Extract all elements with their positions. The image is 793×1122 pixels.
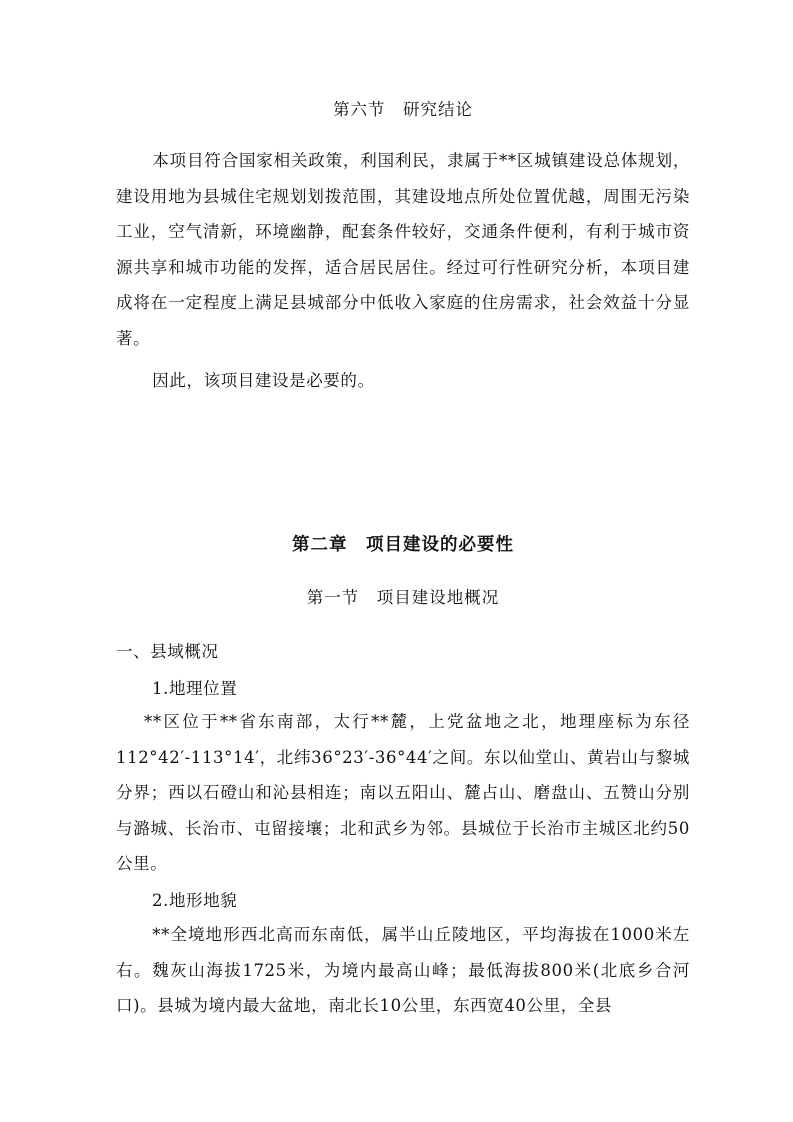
paragraph-necessity: 因此，该项目建设是必要的。 (152, 371, 375, 390)
paragraph-terrain: **全境地形西北高而东南低，属半山丘陵地区，平均海拔在1000米左右。魏灰山海拔1725米，为境内最高山峰；最低海拔800米(北底乡合河口)。县城为境内最大盆地，南北长10公里，东西宽40公里，全县 (116, 925, 690, 1015)
subheading-terrain: 2.地形地貌 (152, 891, 238, 910)
section-title-research-conclusion: 第六节 研究结论 (333, 100, 473, 119)
section-title-site-overview: 第一节 项目建设地概况 (306, 588, 500, 607)
chapter-title: 第二章 项目建设的必要性 (292, 535, 514, 555)
subheading-location: 1.地理位置 (152, 679, 238, 698)
heading-county-overview: 一、县域概况 (116, 642, 219, 661)
paragraph-geography: **区位于**省东南部，太行**麓，上党盆地之北，地理座标为东径112°42′-113°14′，北纬36°23′-36°44′之间。东以仙堂山、黄岩山与黎城分界；西以石磴山和沁县相连；南以五阳山、麓占山、磨盘山、五赞山分别与潞城、长治市、屯留接壤；北和武乡为邻。县城位于长治市主城区北约50公里。 (116, 712, 690, 873)
paragraph-conclusion: 本项目符合国家相关政策，利国利民，隶属于**区城镇建设总体规划，建设用地为县城住宅规划划拨范围，其建设地点所处位置优越，周围无污染工业，空气清新，环境幽静，配套条件较好，交通条件便利，有利于城市资源共享和城市功能的发挥，适合居民居住。经过可行性研究分析，本项目建成将在一定程度上满足县城部分中低收入家庭的住房需求，社会效益十分显著。 (116, 151, 690, 348)
